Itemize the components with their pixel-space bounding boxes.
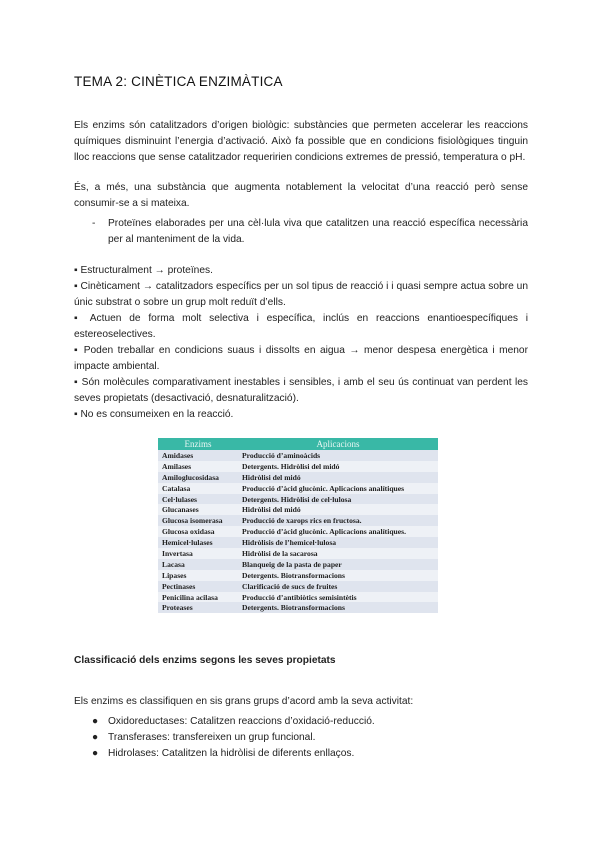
enzyme-application: Hidròlisi del midó — [238, 504, 438, 515]
enzyme-name: Amiloglucosidasa — [158, 472, 238, 483]
bullet-item: ▪ Estructuralment → proteïnes. — [74, 265, 213, 276]
table-header-aplicacions: Aplicacions — [238, 438, 438, 450]
bullet-dot-icon: ● — [92, 748, 99, 759]
enzyme-application: Producció d’aminoàcids — [238, 450, 438, 461]
bullet-dot-icon: ● — [92, 732, 99, 743]
table-row — [158, 483, 438, 494]
enzyme-name: Amidases — [158, 450, 238, 461]
bullet-item: ▪ No es consumeixen en la reacció. — [74, 409, 234, 420]
table-row — [158, 581, 438, 592]
enzyme-application: Producció d’àcid glucònic. Aplicacions analítiques. — [238, 526, 438, 537]
enzyme-name: Penicilina acilasa — [158, 592, 238, 603]
table-row — [158, 450, 438, 461]
intro-paragraph: Els enzims són catalitzadors d’origen biològic: substàncies que permeten accelerar les reaccions químiques disminuint l’energia d’activació. Això fa possible que en condicions fisiològiques tinguin lloc reaccions que sense catalitzador requeririen condicions extremes de pressió, temperatura o pH. — [74, 120, 528, 164]
list-item — [92, 746, 528, 762]
enzyme-application: Producció de xarops rics en fructosa. — [238, 515, 438, 526]
page-title: TEMA 2: CINÈTICA ENZIMÀTICA — [74, 74, 283, 89]
list-item — [92, 714, 528, 730]
enzyme-application: Clarificació de sucs de fruites — [238, 581, 438, 592]
bullet-item: ▪ Poden treballar en condicions suaus i dissolts en aigua → menor despesa energètica i menor impacte ambiental. — [74, 345, 528, 372]
bullet-item: ▪ Cinèticament → catalitzadors específics per un sol tipus de reacció i i quasi sempre actua sobre un únic substrat o sobre un grup molt reduït d’ells. — [74, 281, 528, 308]
table-header-enzims: Enzims — [158, 438, 238, 450]
table-row — [158, 548, 438, 559]
table-header-row — [158, 438, 438, 450]
dot-list — [92, 714, 528, 762]
bullet-dot-icon: ● — [92, 716, 99, 727]
enzyme-name: Lipases — [158, 570, 238, 581]
enzyme-name: Glucosa oxidasa — [158, 526, 238, 537]
enzyme-name: Glucosa isomerasa — [158, 515, 238, 526]
list-item — [92, 730, 528, 746]
enzyme-name: Catalasa — [158, 483, 238, 494]
dash-item-text: Proteïnes elaborades per una cèl·lula viva que catalitzen una reacció específica necessària per al manteniment de la vida. — [108, 218, 528, 245]
enzyme-name: Cel·lulases — [158, 494, 238, 505]
enzyme-name: Invertasa — [158, 548, 238, 559]
list-item-text: Transferases: transfereixen un grup funcional. — [108, 732, 316, 743]
enzyme-name: Hemicel·lulases — [158, 537, 238, 548]
enzyme-application: Hidròlisi de la sacarosa — [238, 548, 438, 559]
table-row — [158, 494, 438, 505]
table-row — [158, 559, 438, 570]
table-row — [158, 515, 438, 526]
list-item-text: Oxidoreductases: Catalitzen reaccions d’oxidació-reducció. — [108, 716, 375, 727]
table-row — [158, 504, 438, 515]
bullet-item: ▪ Actuen de forma molt selectiva i específica, inclús en reaccions enantioespecífiques i estereoselectives. — [74, 313, 528, 340]
enzyme-application: Detergents. Biotransformacions — [238, 602, 438, 613]
enzyme-name: Pectinases — [158, 581, 238, 592]
enzyme-application: Hidròlisi del midó — [238, 472, 438, 483]
table-row — [158, 526, 438, 537]
table-row — [158, 592, 438, 603]
enzyme-applications-table — [158, 438, 438, 613]
enzyme-application: Detergents. Biotransformacions — [238, 570, 438, 581]
enzyme-application: Hidròlisis de l’hemicel·lulosa — [238, 537, 438, 548]
enzyme-application: Detergents. Hidròlisi del midó — [238, 461, 438, 472]
table-row — [158, 461, 438, 472]
bullet-item: ▪ Són molècules comparativament inestables i sensibles, i amb el seu ús continuat van perdent les seves propietats (desactivació, desnaturalització). — [74, 377, 528, 404]
bullet-list — [74, 263, 528, 423]
enzyme-application: Detergents. Hidròlisi de cel·lulosa — [238, 494, 438, 505]
enzyme-name: Proteases — [158, 602, 238, 613]
enzyme-name: Lacasa — [158, 559, 238, 570]
table-row — [158, 537, 438, 548]
enzyme-application: Producció d’àcid glucònic. Aplicacions analítiques — [238, 483, 438, 494]
section-heading: Classificació dels enzims segons les seves propietats — [74, 655, 336, 666]
second-paragraph: És, a més, una substància que augmenta notablement la velocitat d’una reacció però sense consumir-se a si mateixa. — [74, 182, 528, 210]
table-row — [158, 472, 438, 483]
enzyme-name: Amilases — [158, 461, 238, 472]
classification-paragraph: Els enzims es classifiquen en sis grans grups d’acord amb la seva activitat: — [74, 696, 414, 708]
dash-marker: - — [92, 218, 96, 229]
enzyme-application: Blanqueig de la pasta de paper — [238, 559, 438, 570]
table-row — [158, 570, 438, 581]
enzyme-name: Glucanases — [158, 504, 238, 515]
enzyme-application: Producció d’antibiòtics semisintètis — [238, 592, 438, 603]
list-item-text: Hidrolases: Catalitzen la hidròlisi de diferents enllaços. — [108, 748, 355, 759]
table-row — [158, 602, 438, 613]
